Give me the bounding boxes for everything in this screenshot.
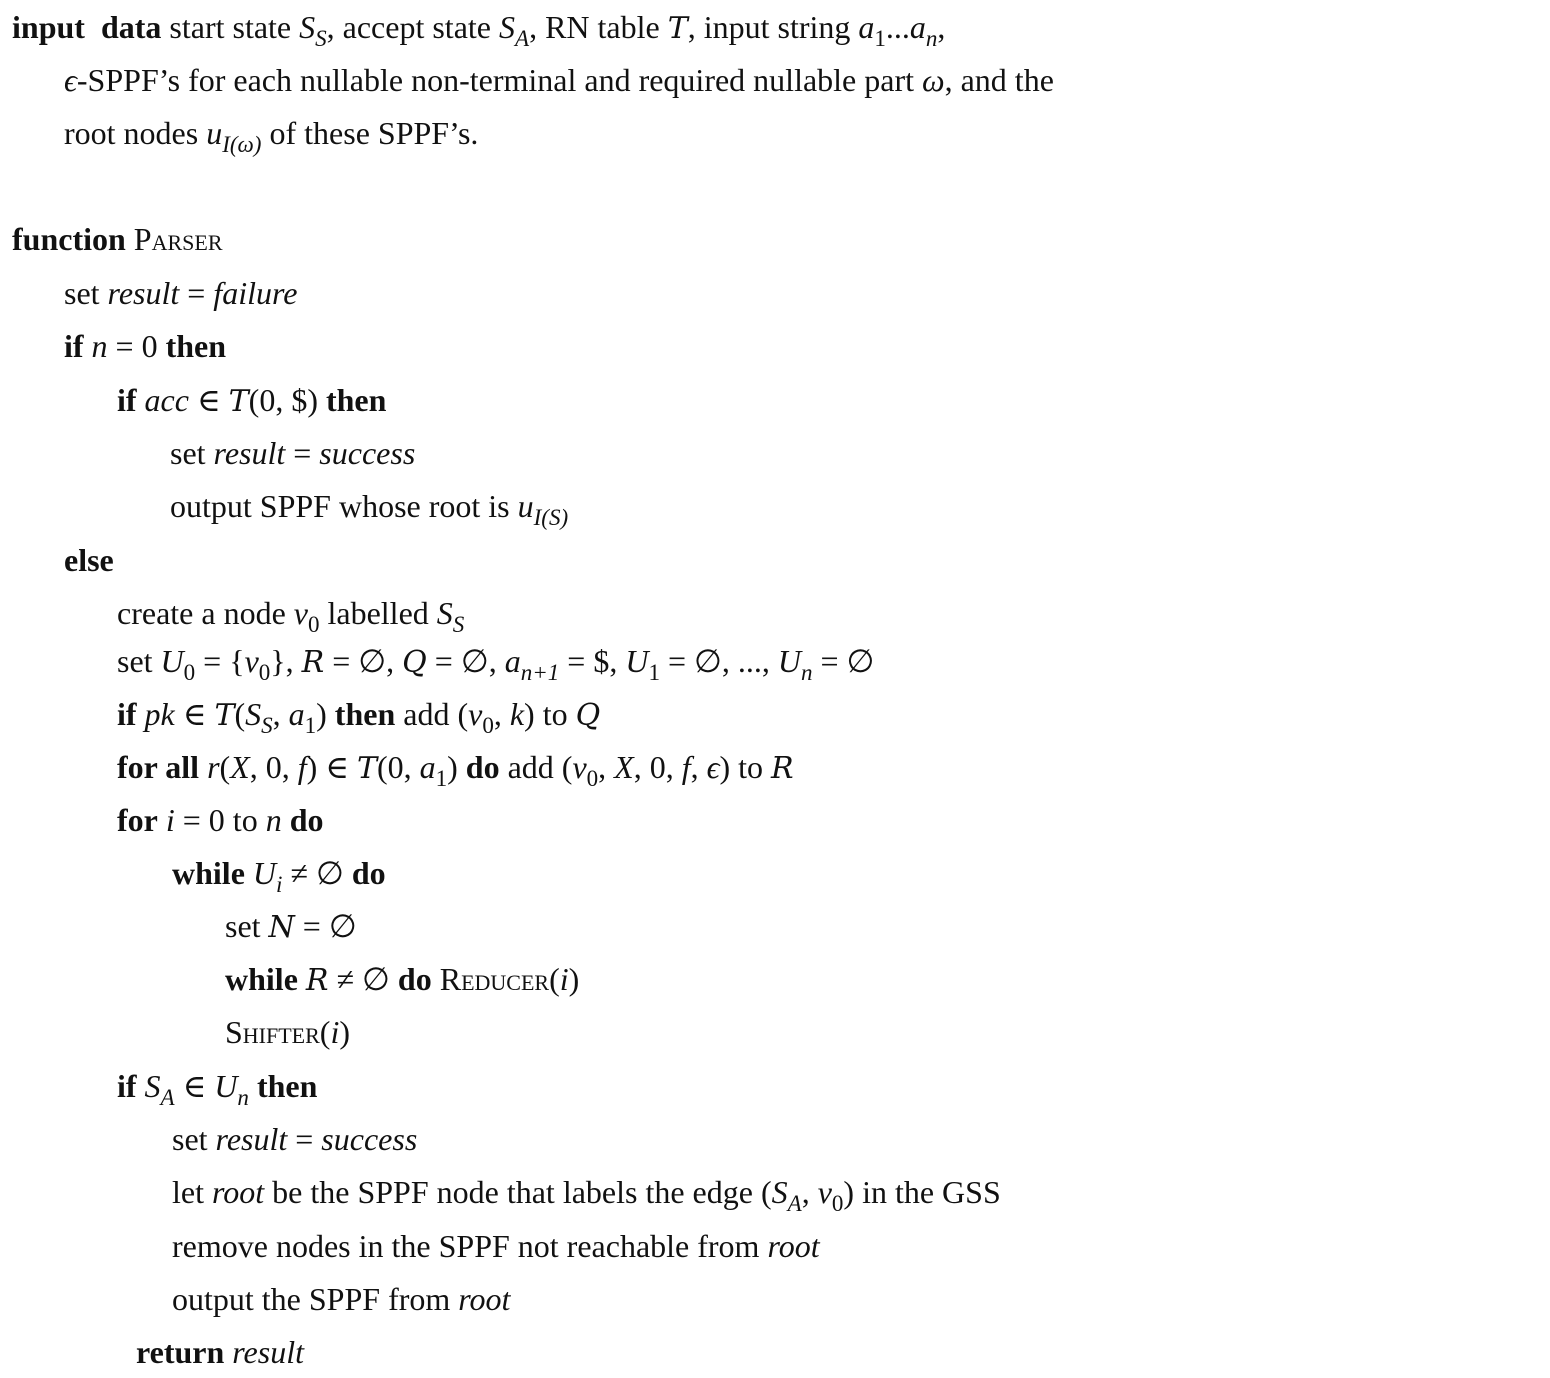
line-segment: )	[568, 961, 580, 997]
algorithm-line-create-node	[117, 593, 465, 638]
line-segment: A	[514, 25, 530, 52]
line-segment: n	[237, 1084, 249, 1111]
line-segment	[249, 1068, 257, 1104]
line-segment: (0,	[376, 749, 420, 785]
line-segment: = 0 to	[174, 802, 266, 838]
line-segment: = 0	[107, 328, 166, 364]
line-segment: 0	[831, 1190, 844, 1217]
line-segment: 1	[874, 25, 886, 52]
line-segment: add (	[499, 749, 573, 785]
line-segment: },	[270, 643, 302, 679]
line-segment: acc	[144, 382, 189, 418]
line-segment: i	[165, 802, 175, 838]
line-segment: A	[787, 1190, 802, 1217]
line-segment: , 0,	[249, 749, 298, 785]
line-segment: I(ω)	[222, 131, 262, 158]
line-segment: pk	[144, 696, 175, 732]
line-segment: set	[170, 435, 214, 471]
line-segment: Q	[575, 698, 601, 733]
line-segment: = ∅,	[324, 643, 403, 679]
line-segment: do	[289, 802, 324, 838]
line-segment: a	[504, 643, 521, 679]
line-segment: i	[276, 871, 283, 898]
line-segment: ϵ	[64, 62, 77, 98]
line-segment: S	[452, 611, 465, 638]
algorithm-line-if-sa-in-un	[117, 1066, 318, 1111]
line-segment: labelled	[319, 595, 437, 631]
algorithm-line-while-r-reducer	[225, 959, 579, 999]
line-segment: )	[339, 1014, 350, 1050]
line-segment: create a node	[117, 595, 294, 631]
line-segment: 1	[435, 765, 448, 792]
line-segment: k	[509, 696, 525, 732]
line-segment: input data	[12, 9, 162, 45]
line-segment: let	[172, 1174, 212, 1210]
algorithm-line-set-u0	[117, 641, 875, 686]
line-segment: S	[144, 1068, 161, 1104]
line-segment: a	[419, 749, 436, 785]
line-segment: =	[285, 435, 320, 471]
line-segment	[84, 328, 92, 364]
line-segment: if	[117, 696, 137, 732]
algorithm-line-output-sppf-root	[170, 486, 569, 531]
line-segment: = $,	[559, 643, 626, 679]
algorithm-line-input-data-line-2	[64, 60, 1054, 100]
line-segment: 1	[648, 659, 660, 686]
line-segment: R	[305, 963, 329, 998]
line-segment: output SPPF whose root is	[170, 488, 518, 524]
line-segment: ,	[598, 749, 615, 785]
line-segment: add (	[395, 696, 469, 732]
algorithm-line-set-result-success-1	[170, 433, 415, 473]
line-segment: S	[261, 712, 273, 739]
line-segment: S	[315, 25, 327, 52]
algorithm-line-function-header	[12, 219, 223, 259]
line-segment: X	[614, 749, 634, 785]
line-segment: S	[436, 595, 453, 631]
algorithm-line-for-i-loop	[117, 800, 323, 840]
line-segment: ≠ ∅	[282, 855, 352, 891]
line-segment: , and the	[944, 62, 1054, 98]
line-segment: ω	[922, 62, 945, 98]
line-segment: set	[225, 908, 269, 944]
line-segment: ) to	[524, 696, 576, 732]
line-segment: output the SPPF from	[172, 1281, 459, 1317]
line-segment: for all	[117, 749, 200, 785]
line-segment: ,	[690, 749, 707, 785]
algorithm-line-set-result-failure	[64, 273, 297, 313]
line-segment: = ∅, ...,	[659, 643, 778, 679]
line-segment: Reducer	[439, 961, 550, 997]
line-segment: = ∅	[294, 908, 357, 944]
line-segment: T	[356, 751, 377, 786]
line-segment: of these SPPF’s.	[261, 115, 479, 151]
line-segment: = {	[195, 643, 245, 679]
algorithm-line-set-n-empty	[225, 906, 357, 946]
line-segment: , input string	[687, 9, 859, 45]
line-segment: if	[117, 382, 137, 418]
algorithm-line-output-sppf-from-root	[172, 1279, 510, 1319]
line-segment: ∈	[174, 1068, 215, 1104]
line-segment: else	[64, 542, 114, 578]
line-segment: success	[321, 1121, 418, 1157]
line-segment	[158, 802, 166, 838]
line-segment: do	[397, 961, 432, 997]
line-segment: U	[160, 643, 184, 679]
line-segment: R	[771, 751, 794, 786]
line-segment: v	[468, 696, 483, 732]
line-segment	[126, 221, 134, 257]
line-segment: ≠ ∅	[328, 961, 398, 997]
line-segment: u	[206, 115, 223, 151]
line-segment: i	[330, 1014, 340, 1050]
line-segment: ) in the GSS	[843, 1174, 1001, 1210]
line-segment	[137, 1068, 145, 1104]
line-segment: n	[800, 659, 813, 686]
algorithm-line-let-root	[172, 1172, 1001, 1217]
line-segment: do	[465, 749, 500, 785]
line-segment: U	[214, 1068, 238, 1104]
line-segment: (	[219, 749, 231, 785]
line-segment	[199, 749, 207, 785]
line-segment: ...	[885, 9, 910, 45]
algorithm-line-if-acc	[117, 380, 386, 420]
line-segment: then	[256, 1068, 318, 1104]
line-segment: U	[777, 643, 801, 679]
algorithm-line-shifter-call	[225, 1012, 350, 1052]
line-segment: N	[268, 910, 295, 945]
line-segment: set	[64, 275, 108, 311]
line-segment: )	[316, 696, 335, 732]
line-segment: A	[160, 1084, 175, 1111]
line-segment: v	[817, 1174, 832, 1210]
line-segment: v	[244, 643, 259, 679]
line-segment: )	[447, 749, 466, 785]
line-segment: = ∅	[812, 643, 875, 679]
algorithm-line-input-data-line-3	[64, 113, 479, 158]
line-segment: u	[517, 488, 534, 524]
line-segment: return	[136, 1334, 225, 1370]
line-segment: , RN table	[529, 9, 668, 45]
line-segment: , accept state	[326, 9, 499, 45]
line-segment: T	[228, 384, 249, 419]
line-segment: 0	[307, 611, 320, 638]
line-segment: Shifter	[225, 1014, 320, 1050]
line-segment: -SPPF’s for each nullable non-terminal and required nullable part	[76, 62, 922, 98]
line-segment: if	[64, 328, 84, 364]
line-segment: T	[667, 11, 688, 46]
line-segment: Q	[402, 645, 427, 680]
line-segment: result	[107, 275, 180, 311]
line-segment: U	[625, 643, 649, 679]
line-segment: I(S)	[533, 504, 569, 531]
line-segment: (	[234, 696, 246, 732]
line-segment: be the SPPF node that labels the edge (	[264, 1174, 772, 1210]
line-segment	[298, 961, 306, 997]
line-segment: S	[771, 1174, 788, 1210]
line-segment: do	[351, 855, 386, 891]
line-segment: remove nodes in the SPPF not reachable from	[172, 1228, 768, 1264]
line-segment: v	[293, 595, 308, 631]
algorithm-line-set-result-success-2	[172, 1119, 417, 1159]
line-segment: = ∅,	[426, 643, 505, 679]
line-segment: 0	[482, 712, 494, 739]
line-segment: i	[559, 961, 569, 997]
line-segment: root nodes	[64, 115, 207, 151]
line-segment: U	[252, 855, 276, 891]
line-segment: n	[91, 328, 108, 364]
line-segment: S	[299, 9, 316, 45]
line-segment: f	[681, 749, 691, 785]
line-segment: result	[232, 1334, 304, 1370]
line-segment: ) ∈	[306, 749, 357, 785]
line-segment: 0	[183, 659, 196, 686]
line-segment: a	[909, 9, 926, 45]
line-segment: ) to	[719, 749, 772, 785]
line-segment: if	[117, 1068, 137, 1104]
line-segment: S	[498, 9, 515, 45]
line-segment: set	[172, 1121, 216, 1157]
line-segment: S	[245, 696, 262, 732]
line-segment: (0, $)	[248, 382, 326, 418]
line-segment: a	[288, 696, 305, 732]
line-segment: root	[211, 1174, 265, 1210]
line-segment: ϵ	[706, 749, 720, 785]
line-segment: for	[117, 802, 158, 838]
line-segment: then	[325, 382, 387, 418]
algorithm-line-while-ui	[172, 853, 386, 898]
line-segment	[432, 961, 440, 997]
line-segment: ,	[493, 696, 510, 732]
line-segment: Parser	[133, 221, 223, 257]
line-segment: 0	[258, 659, 271, 686]
line-segment: (	[549, 961, 560, 997]
line-segment: r	[207, 749, 220, 785]
algorithm-line-if-n-zero	[64, 326, 226, 366]
algorithm-line-return-result	[136, 1332, 304, 1372]
line-segment: then	[334, 696, 396, 732]
line-segment: ,	[272, 696, 289, 732]
line-segment: result	[215, 1121, 288, 1157]
line-segment: v	[572, 749, 587, 785]
line-segment: =	[287, 1121, 322, 1157]
line-segment: (	[319, 1014, 331, 1050]
line-segment: start state	[161, 9, 300, 45]
line-segment: n	[925, 25, 938, 52]
line-segment	[137, 382, 145, 418]
line-segment: ∈	[188, 382, 229, 418]
line-segment: while	[172, 855, 245, 891]
line-segment: success	[319, 435, 416, 471]
line-segment: R	[301, 645, 325, 680]
line-segment: result	[213, 435, 286, 471]
line-segment: ,	[937, 9, 946, 45]
line-segment: while	[225, 961, 298, 997]
line-segment: 1	[304, 712, 317, 739]
line-segment: root	[458, 1281, 511, 1317]
algorithm-line-for-all-reductions	[117, 747, 794, 792]
line-segment: X	[230, 749, 250, 785]
line-segment: n+1	[520, 659, 560, 686]
line-segment: then	[165, 328, 227, 364]
line-segment	[137, 696, 145, 732]
algorithm-line-remove-nodes	[172, 1226, 820, 1266]
algorithm-line-else-line	[64, 540, 114, 580]
line-segment: f	[297, 749, 307, 785]
algorithm-line-input-data-line-1	[12, 7, 946, 52]
line-segment: n	[265, 802, 282, 838]
line-segment	[245, 855, 253, 891]
line-segment: 0	[586, 765, 599, 792]
line-segment: function	[12, 221, 126, 257]
line-segment	[282, 802, 290, 838]
line-segment: ∈	[174, 696, 215, 732]
algorithm-line-if-pk	[117, 694, 601, 739]
line-segment: failure	[213, 275, 298, 311]
line-segment: set	[117, 643, 161, 679]
line-segment: root	[767, 1228, 820, 1264]
line-segment: T	[214, 698, 235, 733]
line-segment: a	[858, 9, 875, 45]
line-segment: ,	[801, 1174, 818, 1210]
line-segment: =	[179, 275, 214, 311]
line-segment: , 0,	[633, 749, 682, 785]
